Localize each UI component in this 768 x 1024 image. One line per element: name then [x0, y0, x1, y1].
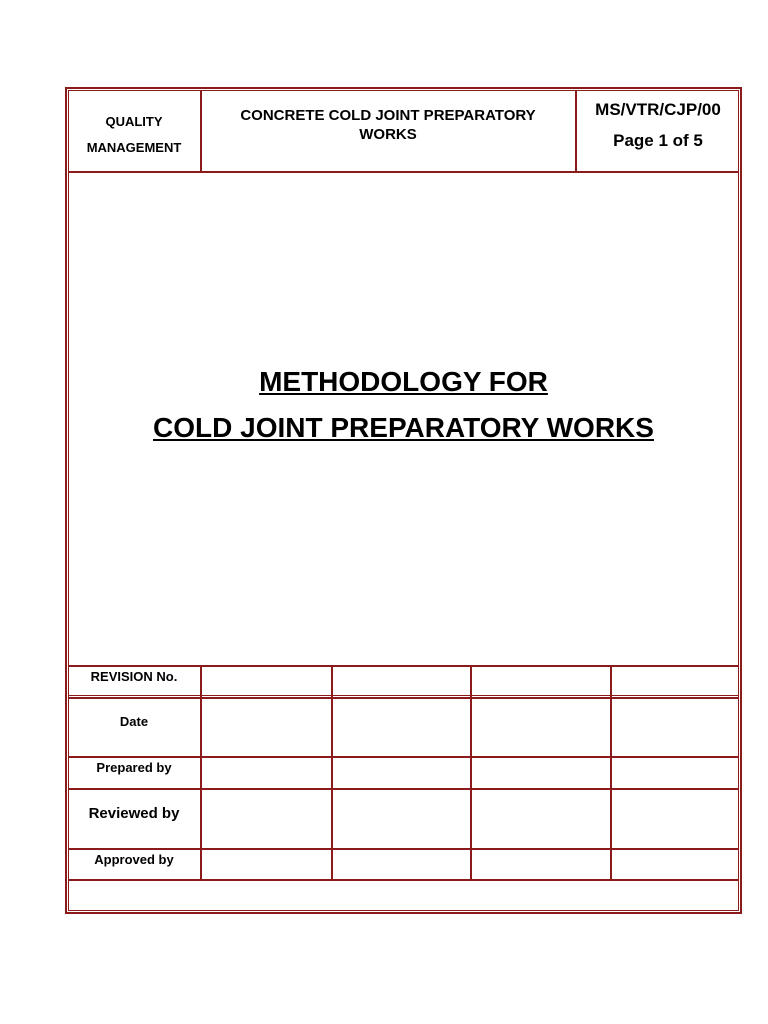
document-code: MS/VTR/CJP/00: [595, 100, 721, 119]
row-label-approved-by: Approved by: [94, 851, 174, 867]
table-col-divider: [331, 665, 333, 880]
main-title-line2: COLD JOINT PREPARATORY WORKS: [153, 412, 654, 443]
table-row-divider: [68, 697, 739, 699]
row-label-reviewed-by: Reviewed by: [88, 804, 180, 822]
table-bottom-border: [68, 879, 739, 881]
header-department: [68, 108, 200, 162]
table-col-divider: [610, 665, 612, 880]
row-label-prepared-by: Prepared by: [96, 759, 172, 775]
header-document-title: [218, 106, 558, 156]
header-reference: [577, 94, 739, 164]
header-department-line1: QUALITY: [105, 114, 163, 129]
row-label-date: Date: [119, 713, 149, 729]
table-row-divider: [68, 788, 739, 790]
row-label-revision: REVISION No.: [90, 668, 178, 684]
page-indicator: Page 1 of 5: [613, 131, 703, 150]
header-document-title-text: CONCRETE COLD JOINT PREPARATORY WORKS: [240, 107, 536, 143]
table-col-divider: [200, 665, 202, 880]
header-department-line2: MANAGEMENT: [86, 140, 182, 155]
header-col-divider-1: [200, 90, 202, 172]
main-title-line1: METHODOLOGY FOR: [259, 366, 548, 397]
table-row-divider: [68, 695, 739, 696]
table-col-divider: [470, 665, 472, 880]
header-divider: [68, 171, 739, 173]
